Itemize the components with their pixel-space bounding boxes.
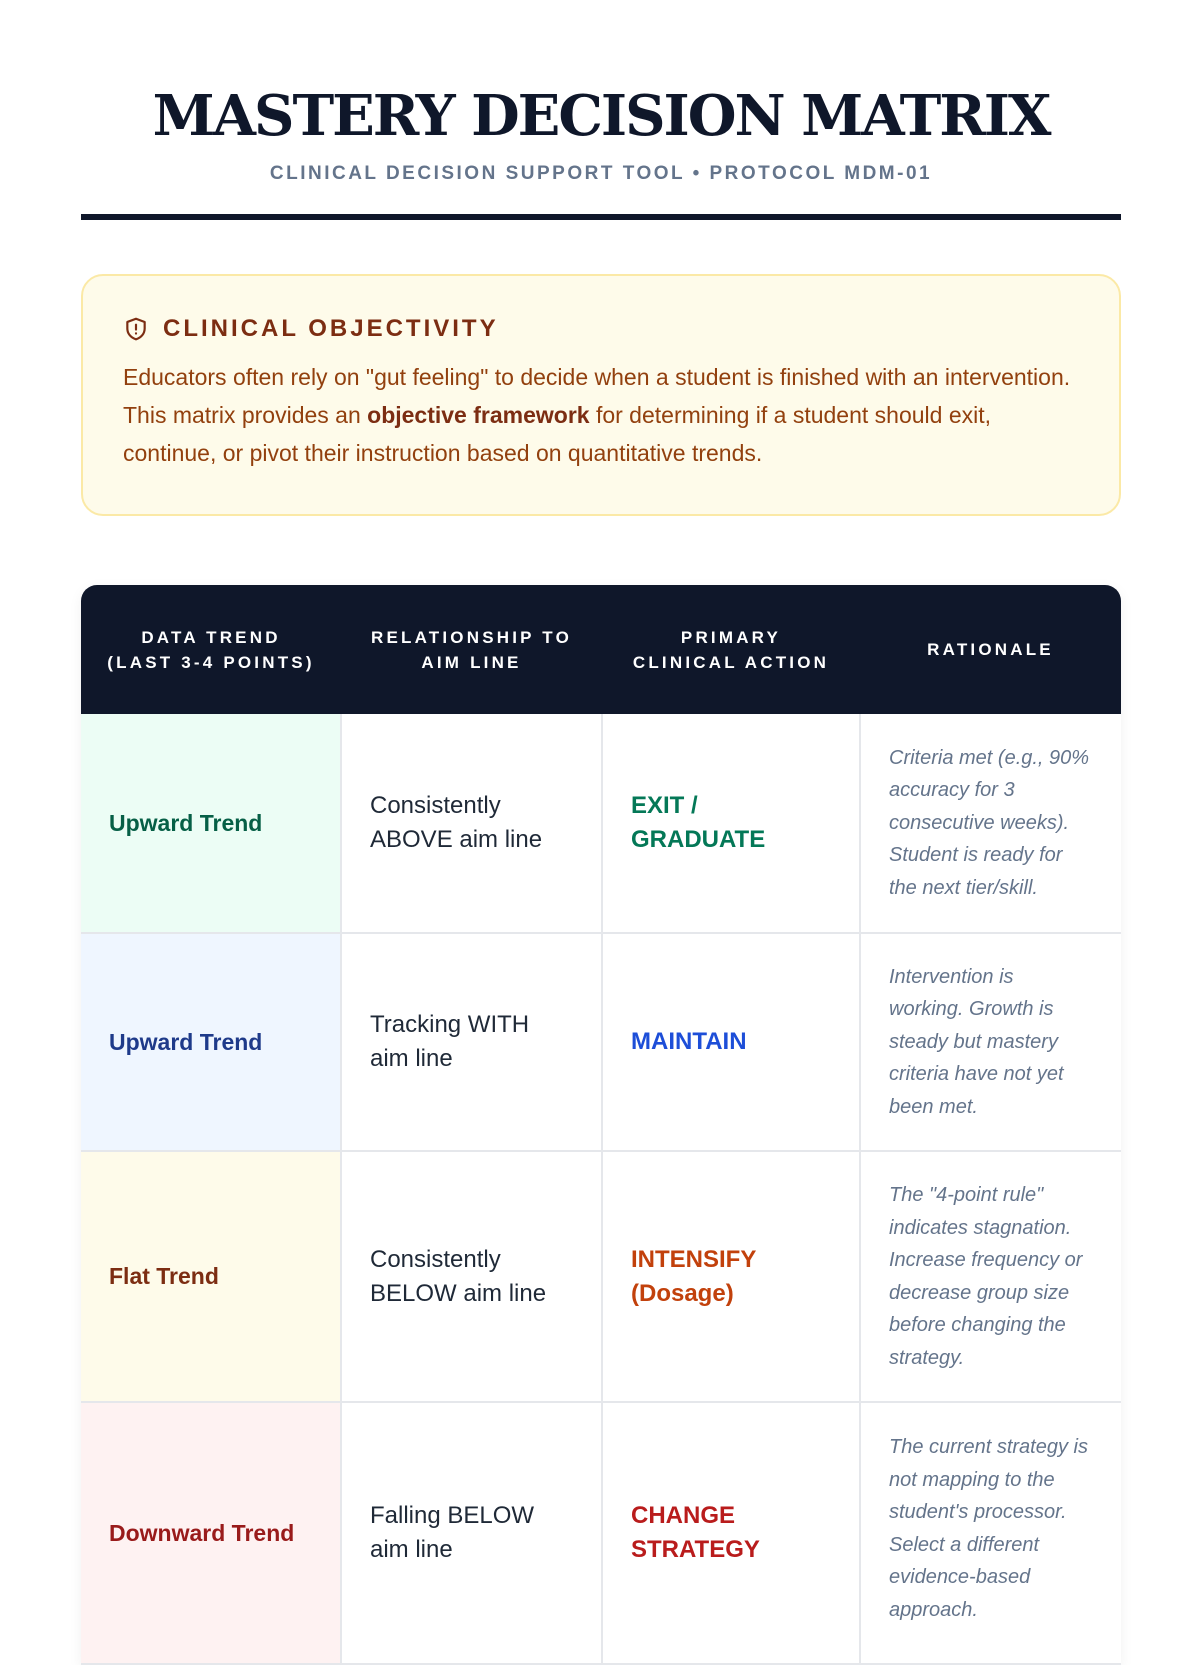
trend-cell: Flat Trend — [81, 1151, 341, 1402]
page-subtitle: CLINICAL DECISION SUPPORT TOOL • PROTOCOL MDM-01 — [269, 163, 933, 184]
page-title: MASTERY DECISION MATRIX — [152, 83, 1050, 149]
callout-title: CLINICAL OBJECTIVITY — [163, 315, 499, 342]
action-cell: CHANGE STRATEGY — [602, 1402, 860, 1664]
relation-cell: Falling BELOW aim line — [341, 1402, 602, 1664]
objectivity-callout — [81, 274, 1121, 516]
table-row — [81, 933, 1121, 1151]
trend-cell: Downward Trend — [81, 1402, 341, 1664]
action-cell: INTENSIFY (Dosage) — [602, 1151, 860, 1402]
table-header-row — [81, 585, 1121, 714]
table-row — [81, 1151, 1121, 1402]
shield-alert-icon — [123, 316, 149, 342]
table-row — [81, 1402, 1121, 1664]
header-divider — [81, 214, 1121, 220]
callout-body — [123, 358, 1079, 472]
table-row — [81, 714, 1121, 933]
column-header-relationship: RELATIONSHIP TO AIM LINE — [341, 585, 602, 714]
action-cell: MAINTAIN — [602, 933, 860, 1151]
callout-header — [123, 314, 1079, 344]
decision-matrix-table — [81, 585, 1121, 1665]
callout-body-part2: for determining if a student should exit, continue, or pivot their instruction based on quantitative trends. — [123, 402, 992, 466]
action-cell: EXIT / GRADUATE — [602, 714, 860, 933]
callout-body-emphasis: objective framework — [367, 402, 590, 428]
relation-cell: Consistently BELOW aim line — [341, 1151, 602, 1402]
callout-body-part1: Educators often rely on "gut feeling" to decide when a student is finished with an intervention. This matrix provides an — [123, 364, 1071, 428]
rationale-cell: Intervention is working. Growth is steady but mastery criteria have not yet been met. — [860, 933, 1121, 1151]
column-header-action: PRIMARY CLINICAL ACTION — [602, 585, 860, 714]
rationale-cell: The "4-point rule" indicates stagnation. Increase frequency or decrease group size before changing the strategy. — [860, 1151, 1121, 1402]
column-header-data-trend: DATA TREND (LAST 3-4 POINTS) — [81, 585, 341, 714]
relation-cell: Consistently ABOVE aim line — [341, 714, 602, 933]
trend-cell: Upward Trend — [81, 714, 341, 933]
rationale-cell: Criteria met (e.g., 90% accuracy for 3 consecutive weeks). Student is ready for the next tier/skill. — [860, 714, 1121, 933]
decision-table — [81, 585, 1121, 1665]
relation-cell: Tracking WITH aim line — [341, 933, 602, 1151]
trend-cell: Upward Trend — [81, 933, 341, 1151]
rationale-cell: The current strategy is not mapping to the student's processor. Select a different evidence-based approach. — [860, 1402, 1121, 1664]
column-header-rationale: RATIONALE — [860, 585, 1121, 714]
